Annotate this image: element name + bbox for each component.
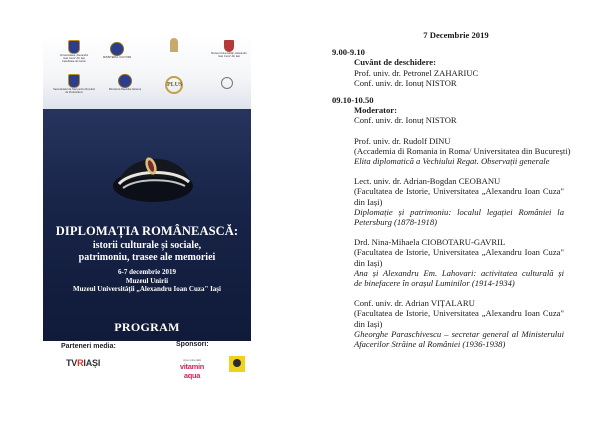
state-secretariat-crest-icon <box>53 74 95 94</box>
programme-schedule <box>332 30 571 350</box>
tvr-logo-part: R <box>77 358 84 368</box>
logo-caption: Universitatea „Alexandru Ioan Cuza" din Iași Facultatea de Istorie <box>59 54 89 63</box>
vitamin-aqua-logo <box>171 358 213 380</box>
poster-logo-strip <box>43 34 251 109</box>
logo-caption: Ministerul Afacerilor Externe <box>108 88 142 91</box>
speaker-affiliation: din Iași) <box>354 257 383 268</box>
sponsors-label: Sponsori: <box>176 341 209 348</box>
speaker-name: Conf. univ. dr. Ionuț NISTOR <box>354 77 457 88</box>
session-time: 09.10-10.50 <box>332 95 374 106</box>
speaker-name: Drd. Nina-Mihaela CIOBOTARU-GAVRIL <box>354 237 506 248</box>
poster-program-heading: PROGRAM <box>114 320 180 334</box>
talk-title: de binefacere în orașul Luminilor (1914-1934) <box>354 278 515 289</box>
round-seal-icon <box>219 77 235 89</box>
tvr-logo-part: TV <box>66 358 78 368</box>
talk-item <box>332 237 564 288</box>
speaker-name: Lect. univ. dr. Adrian-Bogdan CEOBANU <box>354 176 501 187</box>
plus-logo-icon <box>162 76 186 94</box>
event-venue: Muzeul Universității „Alexandru Ioan Cuza" Iași <box>73 285 221 294</box>
talk-title: Ana și Alexandru Em. Lahovari: activitatea culturală și <box>354 267 564 278</box>
event-dates: 6-7 decembrie 2019 <box>118 268 176 276</box>
poster-title: DIPLOMAȚIA ROMÂNEASCĂ: <box>55 224 239 238</box>
logo-caption: MINISTERUL CULTURII <box>102 56 132 59</box>
speaker-affiliation: (Accademia di Romania in Roma/ Universitatea din București) <box>354 145 571 156</box>
talk-title: Diplomație și patrimoniu: localul legației României la <box>354 206 564 217</box>
subtitle-line: istorii culturale și sociale, <box>92 240 202 251</box>
bicorne-hat-icon <box>111 134 195 218</box>
plus-logo-text: PLUS <box>165 76 183 94</box>
media-partners-label: Parteneri media: <box>61 343 116 350</box>
session-heading: Cuvânt de deschidere: <box>354 57 436 68</box>
speaker-affiliation: (Facultatea de Istorie, Universitatea „Alexandru Ioan Cuza" <box>354 308 564 319</box>
poster-subtitle <box>43 240 251 263</box>
poster-event-details <box>43 268 251 294</box>
talk-title: Afacerilor Străine al României (1936-1938) <box>354 339 506 350</box>
subtitle-line: patrimoniu, trasee ale memoriei <box>78 251 216 263</box>
speaker-name: Prof. univ. dr. Petronel ZAHARIUC <box>354 67 479 78</box>
logo-caption: Secretariatul de Stat pentru Românii de Pretutindeni <box>53 88 95 94</box>
talk-item <box>332 135 571 167</box>
moderator-name: Conf. univ. dr. Ionuț NISTOR <box>354 115 457 126</box>
speaker-affiliation: (Facultatea de Istorie, Universitatea „Alexandru Ioan Cuza" <box>354 247 564 258</box>
session-heading: Moderator: <box>354 105 397 116</box>
speaker-affiliation: din Iași) <box>354 196 383 207</box>
talk-item <box>332 176 564 227</box>
speaker-name: Prof. univ. dr. Rudolf DINU <box>354 135 451 146</box>
tvr-iasi-logo <box>66 358 100 368</box>
poster-partners-strip <box>43 341 251 380</box>
museum-shield-icon <box>211 40 247 58</box>
sponsor-name: vitamin aqua <box>179 362 205 380</box>
event-venue: Muzeul Unirii <box>125 276 169 285</box>
museum-tower-icon <box>163 38 185 52</box>
university-crest-icon <box>57 40 91 63</box>
schedule-date: 7 Decembrie 2019 <box>423 30 489 40</box>
tvr-logo-part: IAȘI <box>83 358 101 368</box>
talk-title: Gheorghe Paraschivescu – secretar general al Ministerului <box>354 328 564 339</box>
logo-caption: Muzeul Universității „Alexandru Ioan Cuza" din Iași <box>211 52 247 58</box>
speaker-affiliation: (Facultatea de Istorie, Universitatea „Alexandru Ioan Cuza" <box>354 186 564 197</box>
talk-title: Elita diplomatică a Vechiului Regat. Observații generale <box>354 156 550 167</box>
sponsor-tagline: Apa minerală <box>183 358 201 362</box>
foreign-ministry-crest-icon <box>105 74 145 91</box>
ministry-culture-logo-icon <box>97 42 137 59</box>
session-time: 9.00-9.10 <box>332 47 365 58</box>
talk-item <box>332 298 564 349</box>
event-poster <box>43 34 251 380</box>
speaker-affiliation: din Iași) <box>354 318 383 329</box>
speaker-name: Conf. univ. dr. Adrian VIȚALARU <box>354 298 475 309</box>
talk-title: Petersburg (1878-1918) <box>354 217 437 228</box>
sponsor-badge-icon <box>229 356 245 372</box>
